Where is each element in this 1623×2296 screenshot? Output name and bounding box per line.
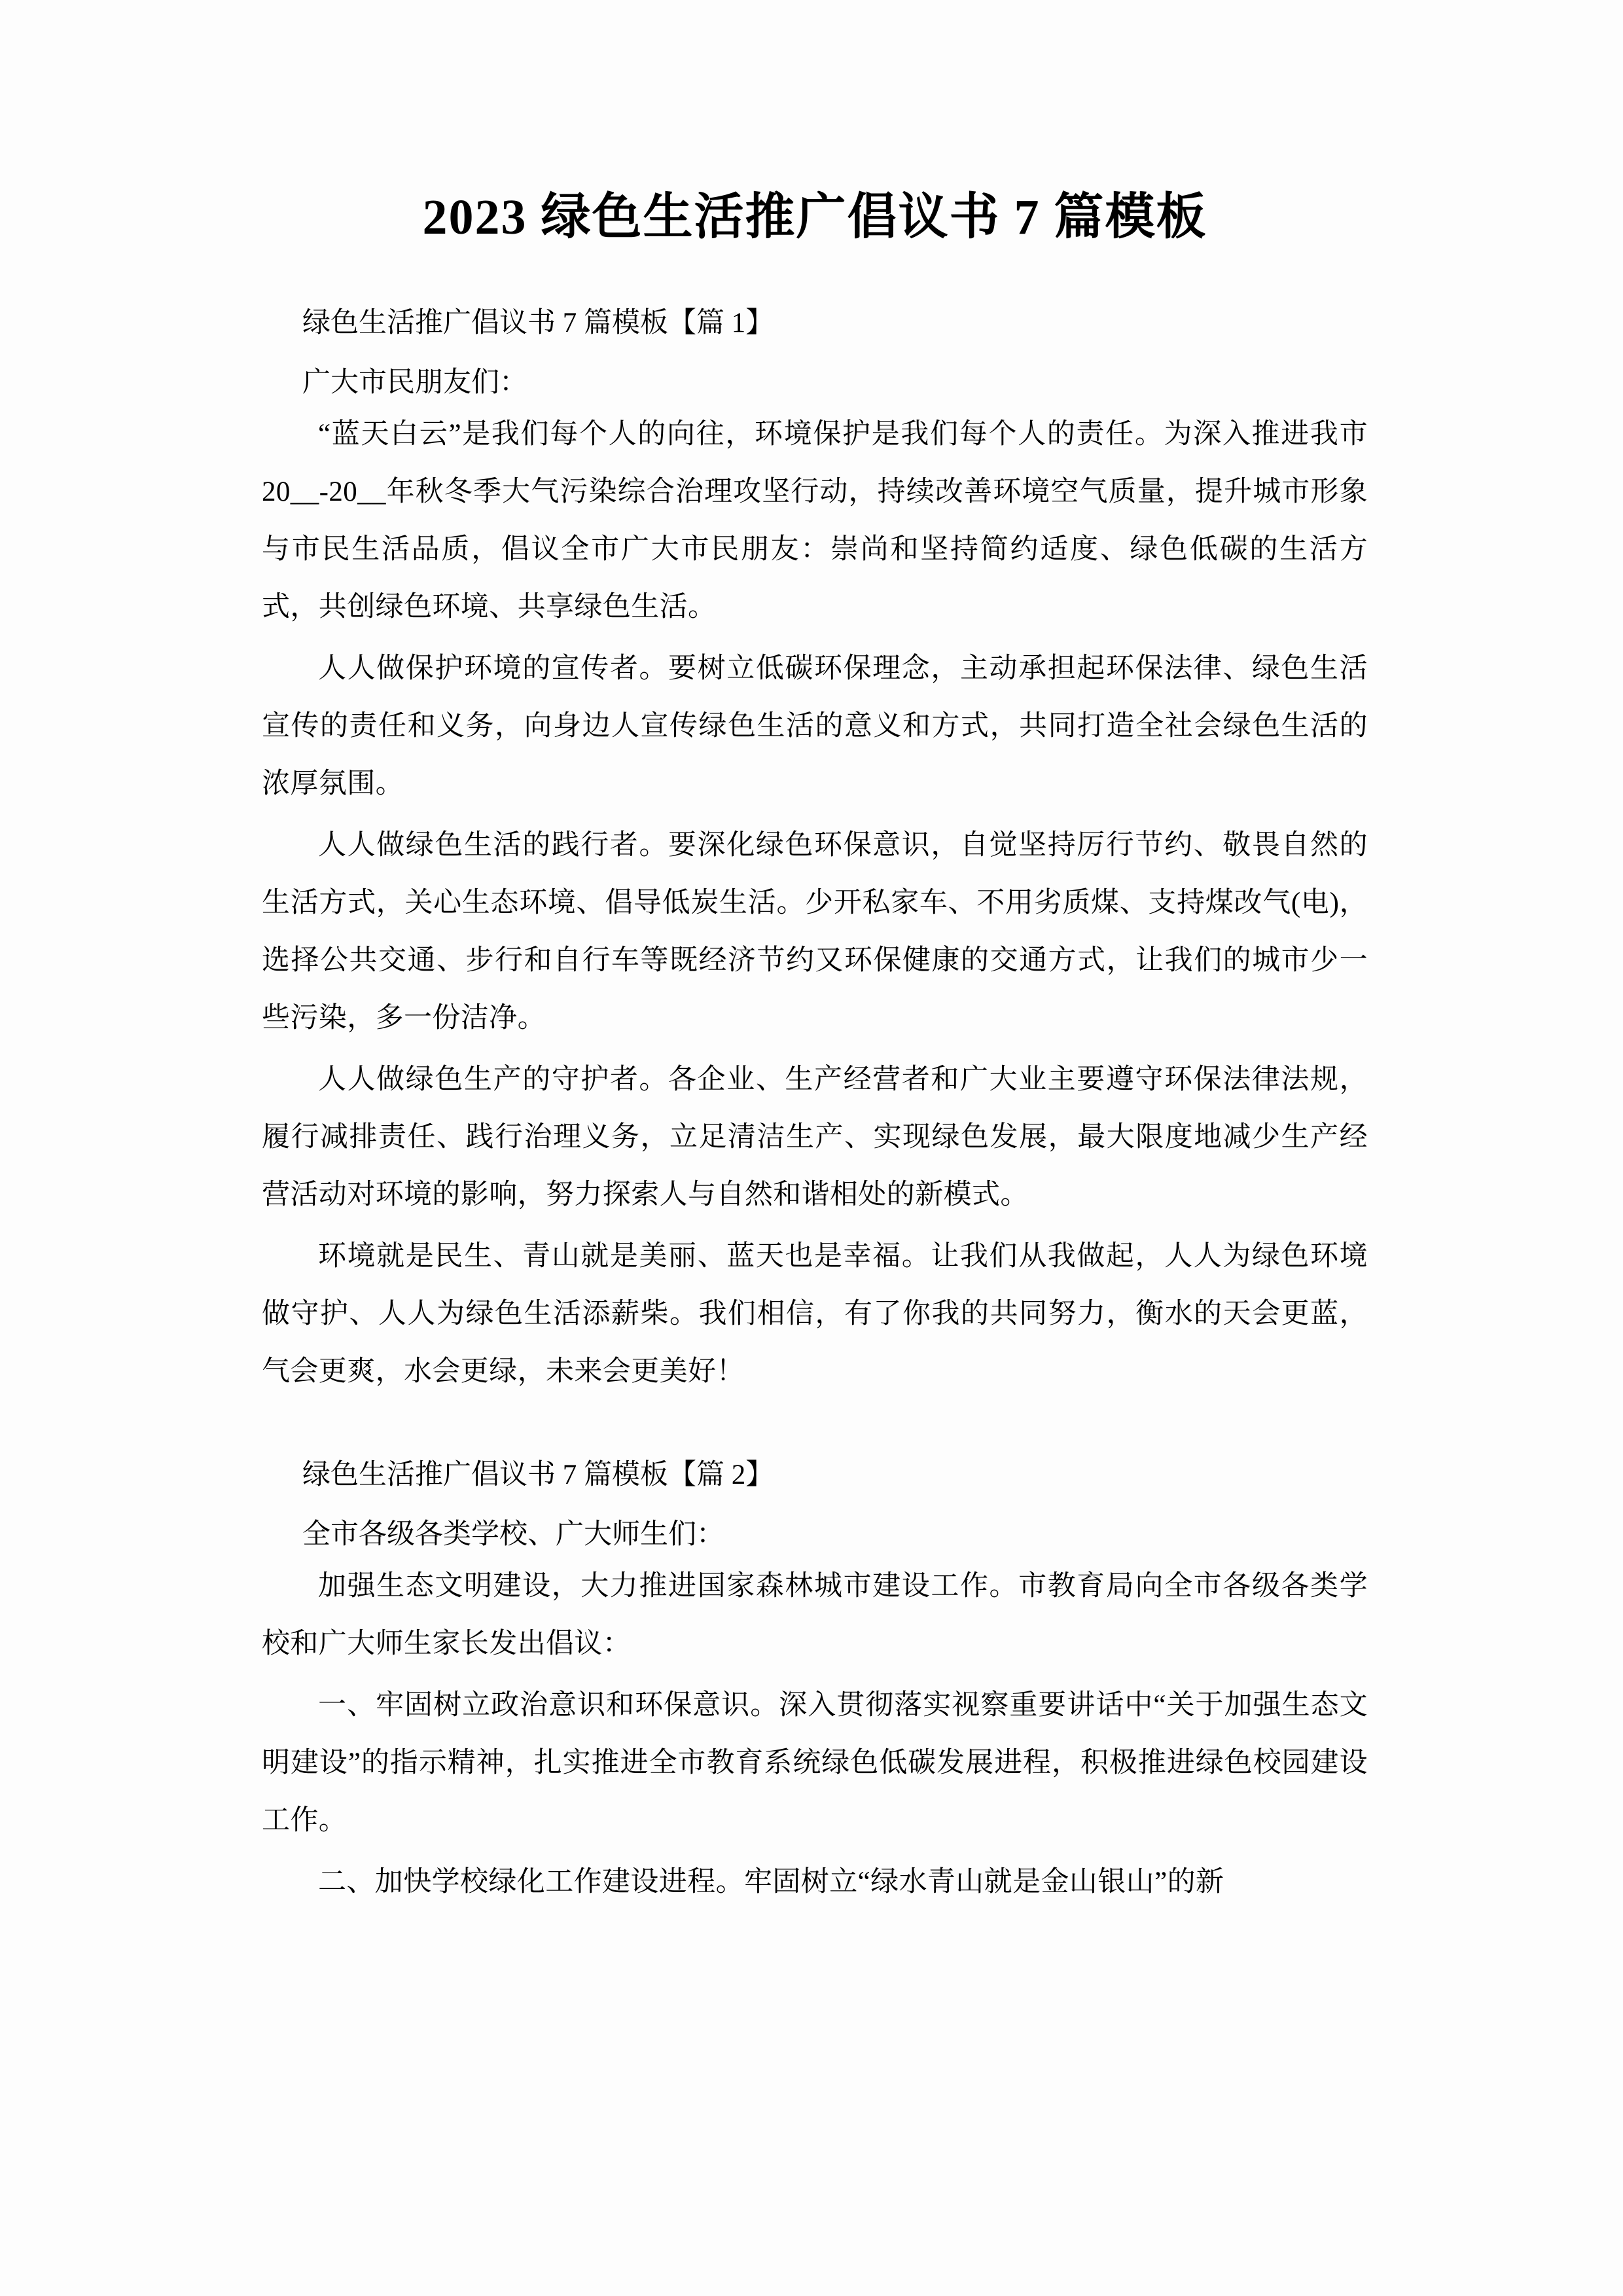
document-section-1 (262, 249, 1368, 1401)
paragraph: 环境就是民生、青山就是美丽、蓝天也是幸福。让我们从我做起，人人为绿色环境做守护、人人为绿色生活添薪柴。我们相信，有了你我的共同努力，衡水的天会更蓝，气会更爽，水会更绿，未来会更美好！ (262, 1241, 1368, 1387)
section-heading-1: 绿色生活推广倡议书 7 篇模板【篇 1】 (302, 308, 774, 338)
section-salutation-1: 广大市民朋友们： (302, 367, 527, 398)
document-section-2 (262, 1401, 1368, 1911)
paragraph: 人人做保护环境的宣传者。要树立低碳环保理念，主动承担起环保法律、绿色生活宣传的责任和义务，向身边人宣传绿色生活的意义和方式，共同打造全社会绿色生活的浓厚氛围。 (262, 653, 1368, 799)
paragraph: 加强生态文明建设，大力推进国家森林城市建设工作。市教育局向全市各级各类学校和广大师生家长发出倡议： (262, 1571, 1368, 1659)
paragraph: 人人做绿色生产的守护者。各企业、生产经营者和广大业主要遵守环保法律法规，履行减排责任、践行治理义务，立足清洁生产、实现绿色发展，最大限度地减少生产经营活动对环境的影响，努力探索人与自然和谐相处的新模式。 (262, 1064, 1368, 1210)
section-heading-2: 绿色生活推广倡议书 7 篇模板【篇 2】 (302, 1460, 774, 1490)
page-title: 2023 绿色生活推广倡议书 7 篇模板 (422, 190, 1207, 245)
paragraph: 二、加快学校绿化工作建设进程。牢固树立“绿水青山就是金山银山”的新 (318, 1867, 1224, 1897)
paragraph: 一、牢固树立政治意识和环保意识。深入贯彻落实视察重要讲话中“关于加强生态文明建设”的指示精神，扎实推进全市教育系统绿色低碳发展进程，积极推进绿色校园建设工作。 (262, 1690, 1368, 1836)
paragraph: 人人做绿色生活的践行者。要深化绿色环保意识，自觉坚持厉行节约、敬畏自然的生活方式，关心生态环境、倡导低炭生活。少开私家车、不用劣质煤、支持煤改气(电)，选择公共交通、步行和自行车等既经济节约又环保健康的交通方式，让我们的城市少一些污染，多一份洁净。 (262, 830, 1368, 1033)
section-salutation-2: 全市各级各类学校、广大师生们： (302, 1519, 724, 1550)
document-content (262, 0, 1368, 1911)
paragraph: “蓝天白云”是我们每个人的向往，环境保护是我们每个人的责任。为深入推进我市 20__-20__年秋冬季大气污染综合治理攻坚行动，持续改善环境空气质量，提升城市形象与市民生活品质，倡议全市广大市民朋友：崇尚和坚持简约适度、绿色低碳的生活方式，共创绿色环境、共享绿色生活。 (262, 419, 1368, 622)
